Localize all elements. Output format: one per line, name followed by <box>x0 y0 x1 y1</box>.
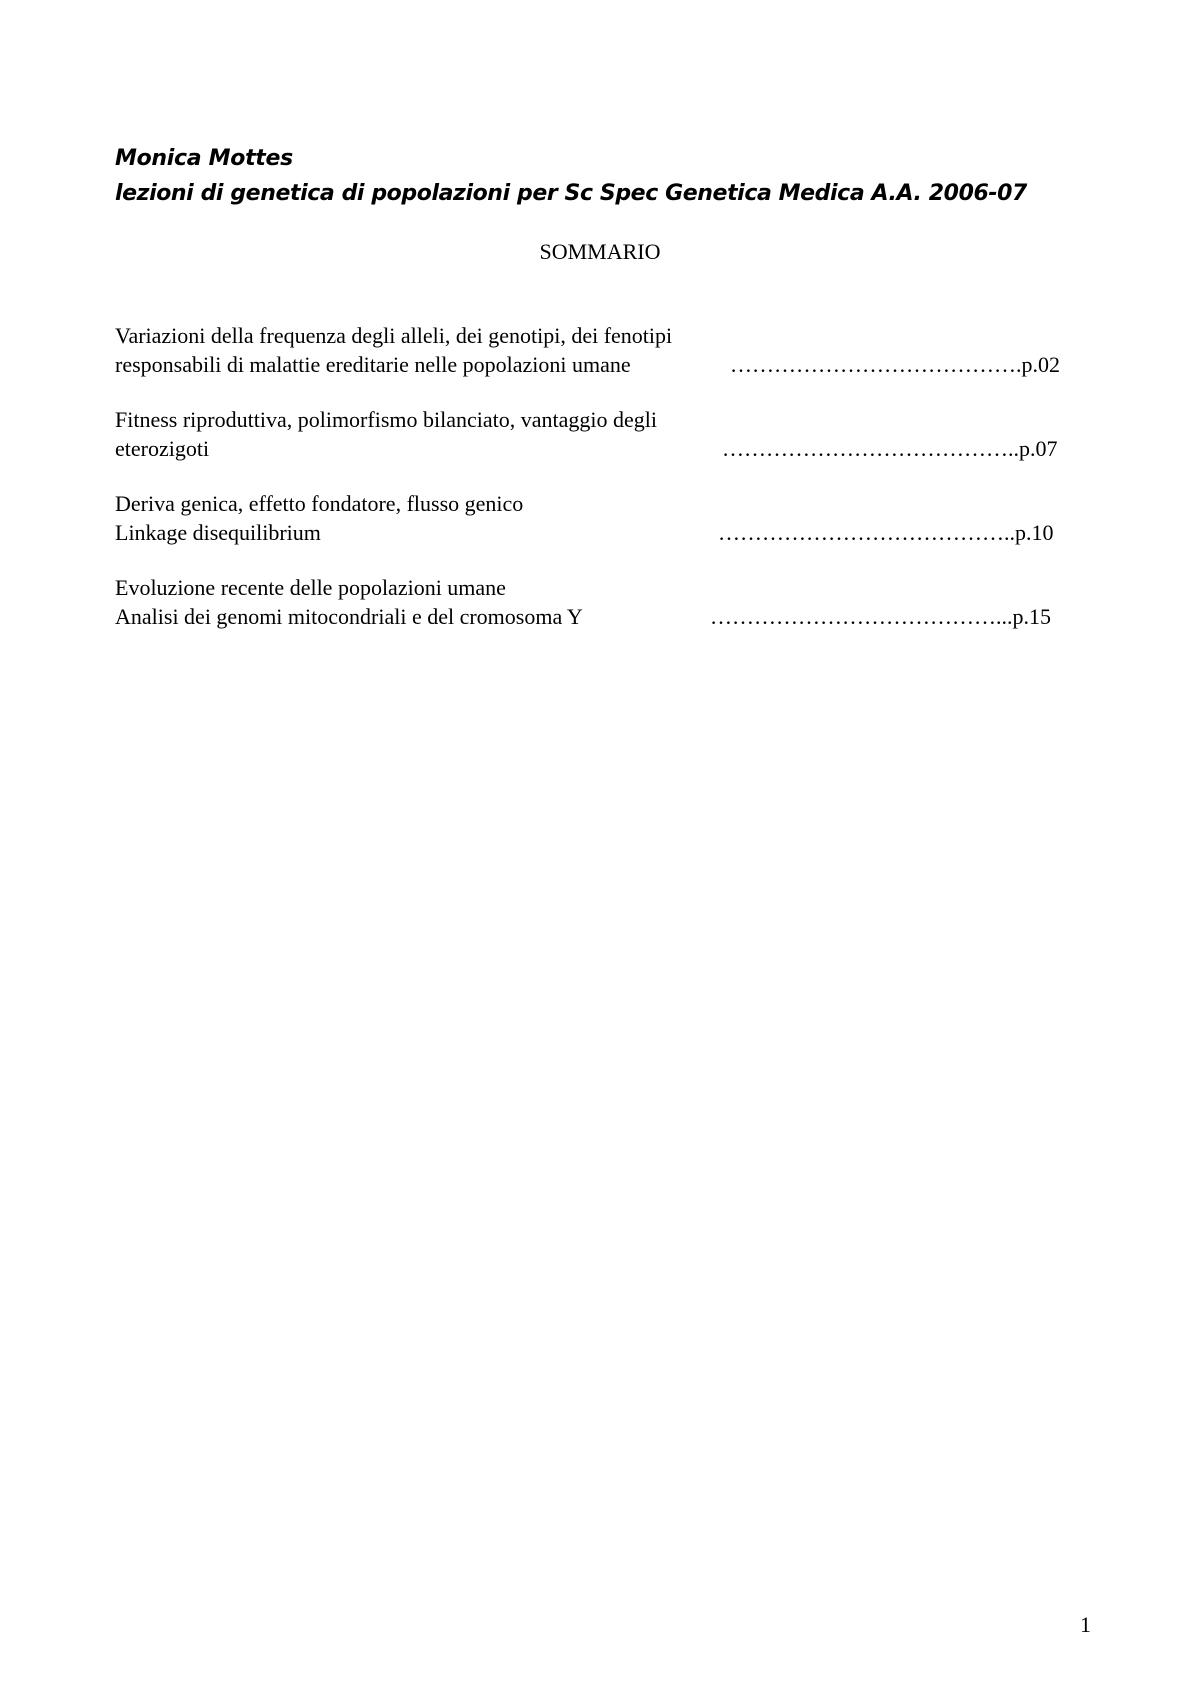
toc-entry-line: Evoluzione recente delle popolazioni umane <box>115 575 506 600</box>
toc-entry-page-ref: …………………………………..p.10 <box>718 520 1054 545</box>
toc-entry-line: Fitness riproduttiva, polimorfismo bilanciato, vantaggio degli <box>115 407 657 432</box>
toc-entry-line: Deriva genica, effetto fondatore, flusso genico <box>115 491 524 516</box>
author-name: Monica Mottes <box>115 146 293 171</box>
toc-entry <box>115 405 657 463</box>
toc-entry-line: Linkage disequilibrium <box>115 520 321 545</box>
course-subtitle: lezioni di genetica di popolazioni per Sc Spec Genetica Medica A.A. 2006-07 <box>115 181 1027 206</box>
toc-entry-line: responsabili di malattie ereditarie nelle popolazioni umane <box>115 352 631 377</box>
toc-entry-line: Variazioni della frequenza degli alleli, dei genotipi, dei fenotipi <box>115 323 673 348</box>
toc-entry-page-ref: …………………………………..p.07 <box>722 436 1058 461</box>
toc-entry-page-ref: …………………………………...p.15 <box>710 604 1051 629</box>
toc-entry-page-ref: ………………………………….p.02 <box>730 352 1060 377</box>
toc-heading: SOMMARIO <box>539 239 661 264</box>
toc-entry <box>115 321 672 379</box>
toc-entry-line: Analisi dei genomi mitocondriali e del cromosoma Y <box>115 604 583 629</box>
page-number: 1 <box>1080 1612 1091 1637</box>
toc-entry <box>115 489 523 547</box>
toc-entry <box>115 573 583 631</box>
toc-entry-line: eterozigoti <box>115 436 210 461</box>
